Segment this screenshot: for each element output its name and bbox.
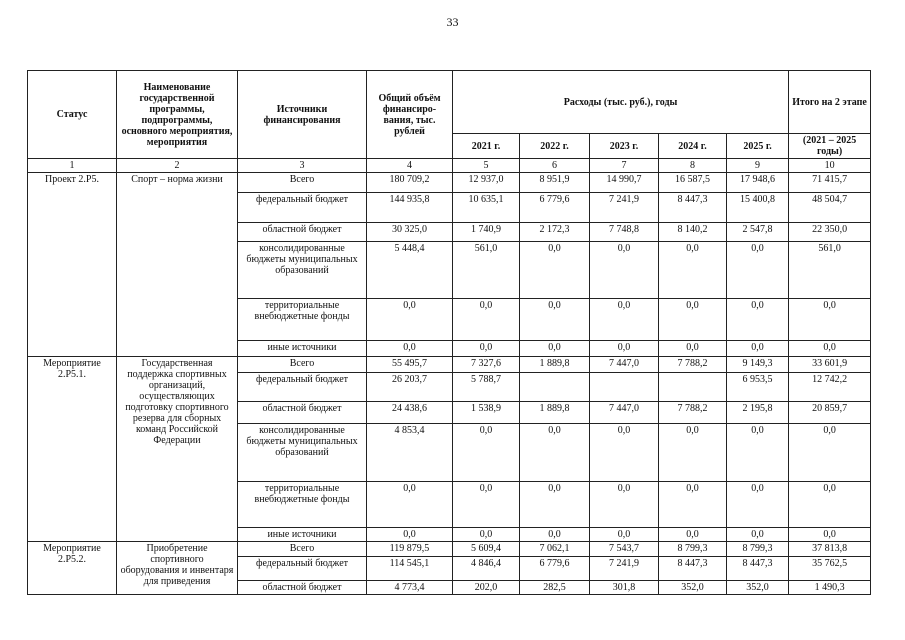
value-cell: 0,0 (520, 242, 590, 299)
source-label: территориальные внебюджетные фонды (238, 482, 367, 528)
source-label: областной бюджет (238, 581, 367, 595)
source-label: консолидированные бюджеты муниципальных образований (238, 424, 367, 482)
value-cell: 0,0 (453, 482, 520, 528)
value-cell: 0,0 (590, 424, 659, 482)
row-status: Мероприятие 2.Р5.2. (28, 542, 117, 595)
header-expenses: Расходы (тыс. руб.), годы (453, 71, 789, 134)
value-cell: 0,0 (367, 482, 453, 528)
value-cell: 6 953,5 (727, 373, 789, 402)
header-total: Общий объём финансиро-вания, тыс. рублей (367, 71, 453, 159)
value-cell: 0,0 (453, 341, 520, 357)
header-name: Наименование государственной программы, подпрограммы, основного мероприятия, мероприятия (117, 71, 238, 159)
row-name: Государственная поддержка спортивных организаций, осуществляющих подготовку спортивного резерва для сборных команд Российской Федерации (117, 357, 238, 542)
value-cell: 282,5 (520, 581, 590, 595)
value-cell: 71 415,7 (789, 173, 871, 193)
value-cell: 0,0 (789, 482, 871, 528)
value-cell: 6 779,6 (520, 193, 590, 223)
value-cell: 5 788,7 (453, 373, 520, 402)
header-status: Статус (28, 71, 117, 159)
value-cell: 7 241,9 (590, 193, 659, 223)
value-cell: 6 779,6 (520, 557, 590, 581)
value-cell: 5 448,4 (367, 242, 453, 299)
value-cell: 0,0 (659, 424, 727, 482)
column-number: 7 (590, 159, 659, 173)
value-cell: 0,0 (659, 242, 727, 299)
column-number: 10 (789, 159, 871, 173)
value-cell: 5 609,4 (453, 542, 520, 557)
value-cell: 1 490,3 (789, 581, 871, 595)
value-cell: 0,0 (453, 424, 520, 482)
value-cell: 114 545,1 (367, 557, 453, 581)
column-number: 2 (117, 159, 238, 173)
value-cell: 301,8 (590, 581, 659, 595)
column-number: 1 (28, 159, 117, 173)
value-cell: 0,0 (590, 299, 659, 341)
value-cell: 0,0 (453, 299, 520, 341)
value-cell: 8 447,3 (659, 557, 727, 581)
value-cell: 0,0 (727, 424, 789, 482)
value-cell: 352,0 (659, 581, 727, 595)
value-cell: 2 195,8 (727, 402, 789, 424)
value-cell: 0,0 (659, 341, 727, 357)
value-cell: 8 951,9 (520, 173, 590, 193)
column-number: 4 (367, 159, 453, 173)
source-label: консолидированные бюджеты муниципальных образований (238, 242, 367, 299)
value-cell: 0,0 (590, 341, 659, 357)
header-year: 2025 г. (727, 134, 789, 159)
value-cell: 26 203,7 (367, 373, 453, 402)
column-number: 3 (238, 159, 367, 173)
header-year: 2024 г. (659, 134, 727, 159)
value-cell: 7 447,0 (590, 402, 659, 424)
value-cell: 15 400,8 (727, 193, 789, 223)
value-cell: 17 948,6 (727, 173, 789, 193)
value-cell: 35 762,5 (789, 557, 871, 581)
value-cell: 7 327,6 (453, 357, 520, 373)
value-cell: 4 853,4 (367, 424, 453, 482)
value-cell: 0,0 (590, 528, 659, 542)
value-cell: 0,0 (727, 528, 789, 542)
value-cell: 14 990,7 (590, 173, 659, 193)
source-label: федеральный бюджет (238, 557, 367, 581)
header-sources: Источники финансирования (238, 71, 367, 159)
source-label: территориальные внебюджетные фонды (238, 299, 367, 341)
header-stage-years: (2021 – 2025 годы) (789, 134, 871, 159)
value-cell: 7 748,8 (590, 223, 659, 242)
value-cell: 10 635,1 (453, 193, 520, 223)
value-cell: 0,0 (520, 482, 590, 528)
value-cell: 561,0 (789, 242, 871, 299)
value-cell: 2 547,8 (727, 223, 789, 242)
value-cell: 9 149,3 (727, 357, 789, 373)
value-cell: 1 889,8 (520, 357, 590, 373)
source-label: федеральный бюджет (238, 373, 367, 402)
value-cell: 0,0 (520, 299, 590, 341)
value-cell: 0,0 (590, 482, 659, 528)
value-cell: 0,0 (789, 341, 871, 357)
value-cell: 33 601,9 (789, 357, 871, 373)
value-cell: 144 935,8 (367, 193, 453, 223)
value-cell: 0,0 (659, 299, 727, 341)
value-cell (659, 373, 727, 402)
value-cell: 0,0 (590, 242, 659, 299)
value-cell: 8 447,3 (659, 193, 727, 223)
value-cell: 8 140,2 (659, 223, 727, 242)
value-cell: 0,0 (727, 242, 789, 299)
row-name: Спорт – норма жизни (117, 173, 238, 357)
source-label: федеральный бюджет (238, 193, 367, 223)
row-status: Проект 2.Р5. (28, 173, 117, 357)
source-label: областной бюджет (238, 402, 367, 424)
value-cell: 2 172,3 (520, 223, 590, 242)
value-cell: 16 587,5 (659, 173, 727, 193)
value-cell: 48 504,7 (789, 193, 871, 223)
header-year: 2022 г. (520, 134, 590, 159)
column-number: 9 (727, 159, 789, 173)
value-cell: 0,0 (659, 482, 727, 528)
source-label: Всего (238, 173, 367, 193)
value-cell: 1 740,9 (453, 223, 520, 242)
value-cell: 0,0 (367, 528, 453, 542)
value-cell: 561,0 (453, 242, 520, 299)
value-cell: 37 813,8 (789, 542, 871, 557)
value-cell: 8 447,3 (727, 557, 789, 581)
value-cell (590, 373, 659, 402)
value-cell: 0,0 (727, 482, 789, 528)
value-cell: 119 879,5 (367, 542, 453, 557)
value-cell: 0,0 (520, 528, 590, 542)
value-cell: 0,0 (659, 528, 727, 542)
value-cell: 7 788,2 (659, 402, 727, 424)
source-label: Всего (238, 542, 367, 557)
value-cell: 352,0 (727, 581, 789, 595)
value-cell: 12 742,2 (789, 373, 871, 402)
value-cell: 0,0 (789, 424, 871, 482)
row-status: Мероприятие 2.Р5.1. (28, 357, 117, 542)
value-cell: 20 859,7 (789, 402, 871, 424)
value-cell: 7 543,7 (590, 542, 659, 557)
value-cell: 8 799,3 (659, 542, 727, 557)
header-stage-total: Итого на 2 этапе (789, 71, 871, 134)
value-cell: 4 773,4 (367, 581, 453, 595)
value-cell: 7 447,0 (590, 357, 659, 373)
header-year: 2023 г. (590, 134, 659, 159)
source-label: Всего (238, 357, 367, 373)
value-cell: 30 325,0 (367, 223, 453, 242)
page-number: 33 (446, 15, 459, 29)
value-cell: 22 350,0 (789, 223, 871, 242)
source-label: иные источники (238, 341, 367, 357)
value-cell: 0,0 (520, 341, 590, 357)
value-cell: 0,0 (727, 299, 789, 341)
header-year: 2021 г. (453, 134, 520, 159)
value-cell: 8 799,3 (727, 542, 789, 557)
value-cell: 180 709,2 (367, 173, 453, 193)
source-label: областной бюджет (238, 223, 367, 242)
value-cell: 55 495,7 (367, 357, 453, 373)
value-cell: 0,0 (727, 341, 789, 357)
column-number: 5 (453, 159, 520, 173)
row-name: Приобретение спортивного оборудования и инвентаря для приведения (117, 542, 238, 595)
source-label: иные источники (238, 528, 367, 542)
value-cell: 0,0 (367, 299, 453, 341)
value-cell: 24 438,6 (367, 402, 453, 424)
value-cell: 0,0 (367, 341, 453, 357)
value-cell (520, 373, 590, 402)
value-cell: 7 241,9 (590, 557, 659, 581)
column-number: 6 (520, 159, 590, 173)
value-cell: 0,0 (453, 528, 520, 542)
value-cell: 202,0 (453, 581, 520, 595)
value-cell: 1 889,8 (520, 402, 590, 424)
value-cell: 0,0 (789, 528, 871, 542)
value-cell: 7 062,1 (520, 542, 590, 557)
value-cell: 7 788,2 (659, 357, 727, 373)
budget-table (27, 70, 871, 595)
value-cell: 1 538,9 (453, 402, 520, 424)
value-cell: 0,0 (789, 299, 871, 341)
value-cell: 12 937,0 (453, 173, 520, 193)
value-cell: 4 846,4 (453, 557, 520, 581)
column-number: 8 (659, 159, 727, 173)
value-cell: 0,0 (520, 424, 590, 482)
